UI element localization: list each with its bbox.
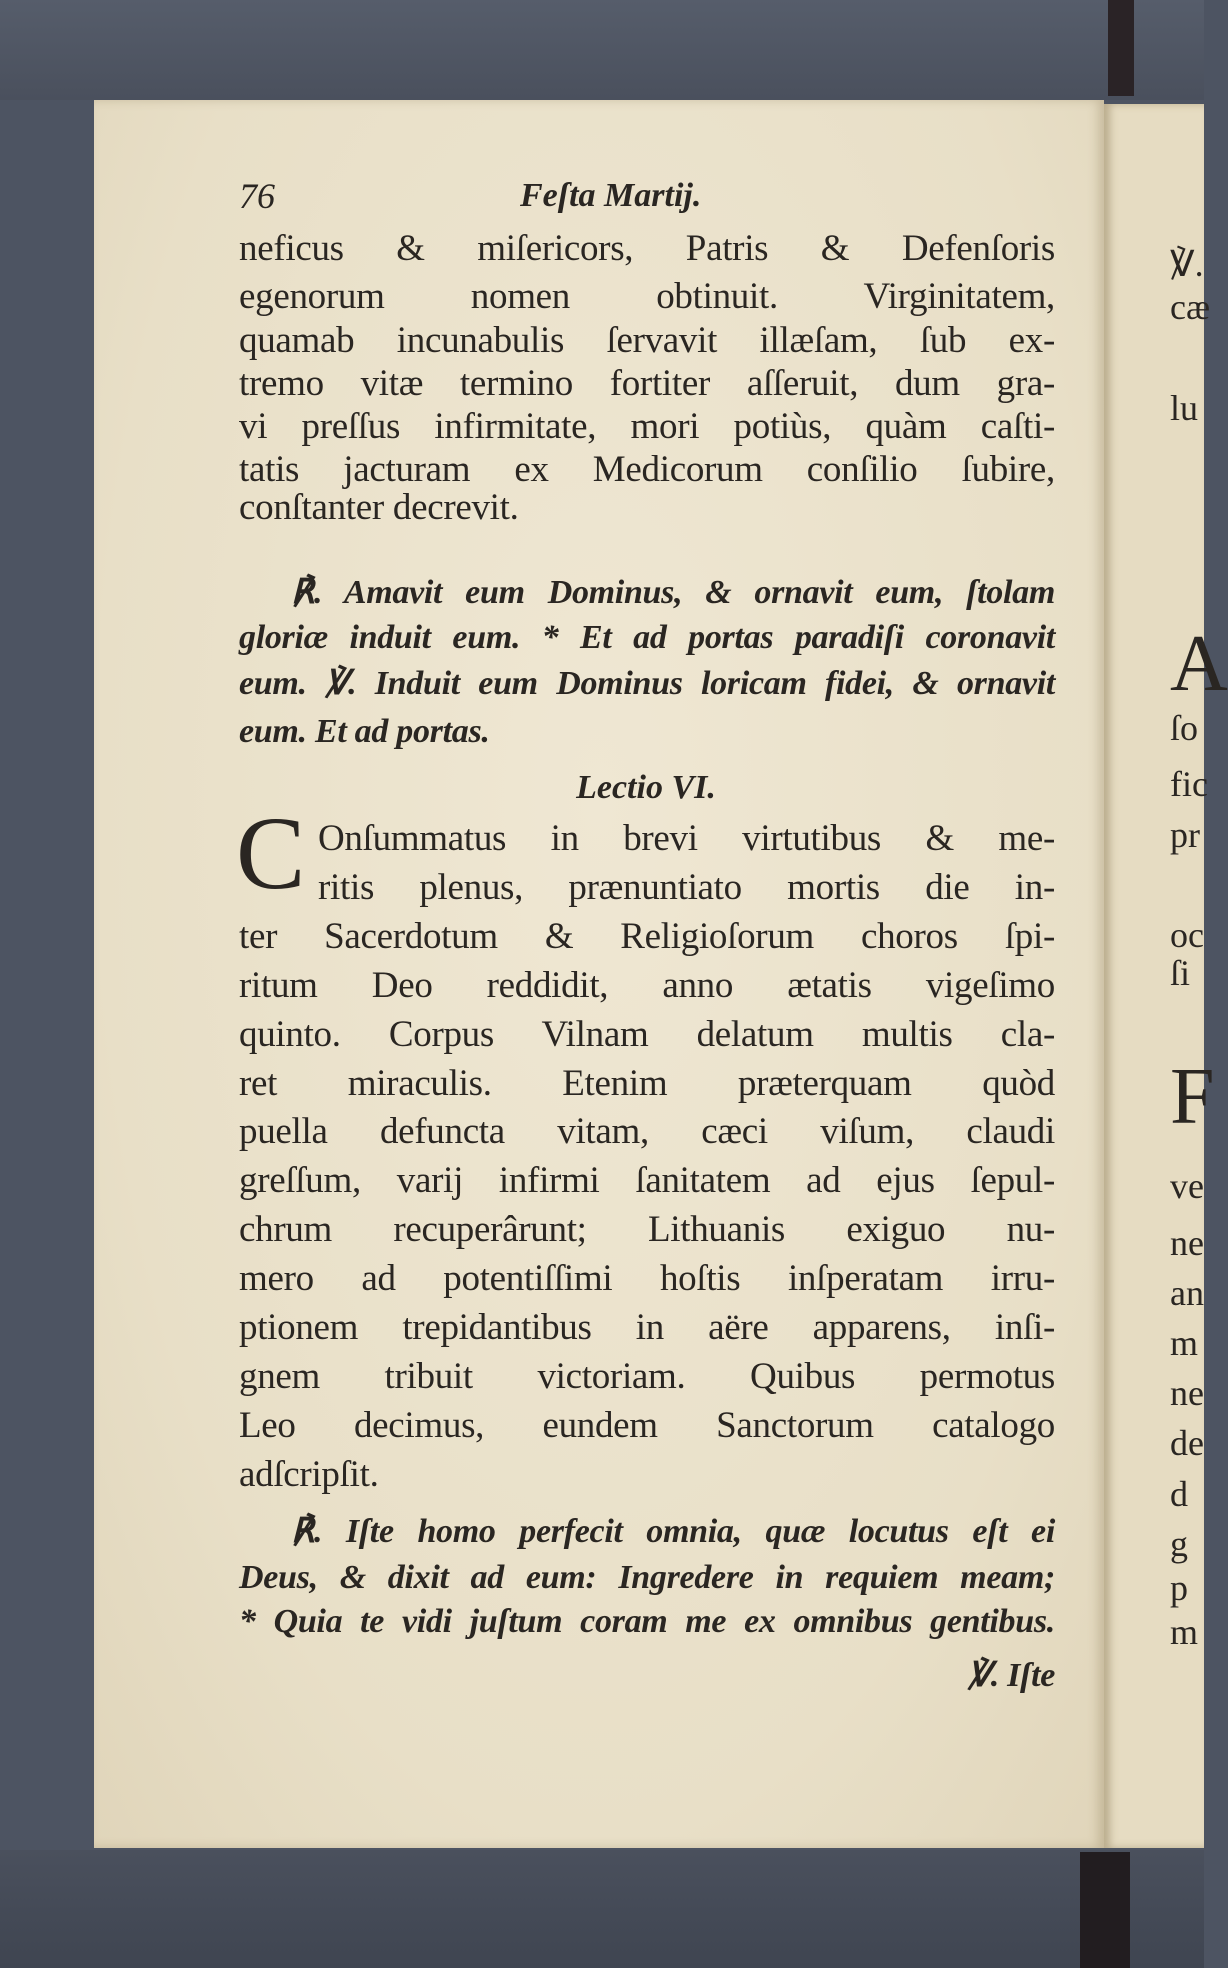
facing-page-fragment: F xyxy=(1170,1053,1215,1141)
facing-page-fragment: ne xyxy=(1170,1373,1204,1413)
paragraph-line: vi preſſus infirmitate, mori potiùs, quàm caſti- xyxy=(239,406,1055,447)
lesson-line: ritum Deo reddidit, anno ætatis vigeſimo xyxy=(239,964,1055,1006)
facing-page-fragment: ſi xyxy=(1170,953,1191,993)
lesson-line: ret miraculis. Etenim præterquam quòd xyxy=(239,1062,1055,1104)
facing-page-fragment: ve xyxy=(1170,1166,1204,1206)
responsory-line: ℟. Amavit eum Dominus, & ornavit eum, ſtolam xyxy=(291,574,1055,611)
drop-cap: C xyxy=(236,796,306,911)
lesson-line: ptionem trepidantibus in aëre apparens, inſi- xyxy=(239,1307,1055,1348)
facing-page-fragment: cæ xyxy=(1170,287,1210,327)
paragraph-line: neficus & miſericors, Patris & Defenſoris xyxy=(239,228,1055,269)
facing-page-fragment: A xyxy=(1170,620,1228,708)
lesson-line: mero ad potentiſſimi hoſtis inſperatam irru- xyxy=(239,1258,1055,1300)
lesson-line: ritis plenus, prænuntiato mortis die in- xyxy=(318,866,1055,908)
lesson-line: greſſum, varij infirmi ſanitatem ad ejus ſepul- xyxy=(239,1160,1055,1202)
catchword: ℣. Iſte xyxy=(967,1657,1055,1694)
lesson-heading: Lectio VI. xyxy=(576,769,716,806)
spine-top xyxy=(1108,0,1134,96)
responsory-line: Deus, & dixit ad eum: Ingredere in requiem meam; xyxy=(239,1559,1055,1596)
page-number: 76 xyxy=(239,176,275,216)
responsory-line: * Quia te vidi juſtum coram me ex omnibus gentibus. xyxy=(239,1603,1055,1640)
paragraph-line: quamab incunabulis ſervavit illæſam, ſub ex- xyxy=(239,320,1055,361)
facing-page-fragment: ne xyxy=(1170,1223,1204,1263)
lesson-line: adſcripſit. xyxy=(239,1453,379,1495)
facing-page-fragment: oc xyxy=(1170,915,1204,955)
lesson-line: puella defuncta vitam, cæci viſum, claudi xyxy=(239,1111,1055,1153)
lesson-line: Onſummatus in brevi virtutibus & me- xyxy=(318,818,1055,859)
facing-page-fragment: m xyxy=(1170,1612,1199,1652)
paragraph-line: conſtanter decrevit. xyxy=(239,487,519,528)
paragraph-line: egenorum nomen obtinuit. Virginitatem, xyxy=(239,276,1055,317)
responsory-line: eum. ℣. Induit eum Dominus loricam fidei, & ornavit xyxy=(239,665,1055,702)
facing-page-fragment: d xyxy=(1170,1474,1188,1514)
facing-page-fragment: ℣. xyxy=(1170,244,1204,284)
spine-bottom xyxy=(1080,1852,1130,1968)
facing-page-fragment: p xyxy=(1170,1568,1188,1608)
facing-page-fragment: fic xyxy=(1170,764,1208,804)
lesson-line: gnem tribuit victoriam. Quibus permotus xyxy=(239,1355,1055,1397)
facing-page-fragment: pr xyxy=(1170,815,1200,855)
lesson-line: ter Sacerdotum & Religioſorum choros ſpi- xyxy=(239,915,1055,957)
running-title: Feſta Martij. xyxy=(520,177,702,214)
lesson-line: chrum recuperârunt; Lithuanis exiguo nu- xyxy=(239,1209,1055,1251)
lesson-line: quinto. Corpus Vilnam delatum multis cla- xyxy=(239,1013,1055,1055)
book-cover-top xyxy=(0,0,1204,100)
responsory-line: eum. Et ad portas. xyxy=(239,713,490,750)
book-cover-bottom xyxy=(0,1850,1204,1968)
lesson-line: Leo decimus, eundem Sanctorum catalogo xyxy=(239,1404,1055,1446)
facing-page-fragment: de xyxy=(1170,1423,1204,1463)
facing-page-fragment: m xyxy=(1170,1323,1199,1363)
facing-page xyxy=(1104,104,1228,1848)
facing-page-fragment: an xyxy=(1170,1273,1204,1313)
responsory-line: ℟. Iſte homo perfecit omnia, quæ locutus eſt ei xyxy=(291,1513,1055,1550)
facing-page-fragment: ſo xyxy=(1170,708,1199,748)
facing-page-fragment: g xyxy=(1170,1524,1188,1564)
facing-page-fragment: lu xyxy=(1170,388,1199,428)
paragraph-line: tremo vitæ termino fortiter aſſeruit, dum gra- xyxy=(239,363,1055,404)
paragraph-line: tatis jacturam ex Medicorum conſilio ſubire, xyxy=(239,449,1055,490)
responsory-line: gloriæ induit eum. * Et ad portas paradiſi coronavit xyxy=(239,619,1055,656)
